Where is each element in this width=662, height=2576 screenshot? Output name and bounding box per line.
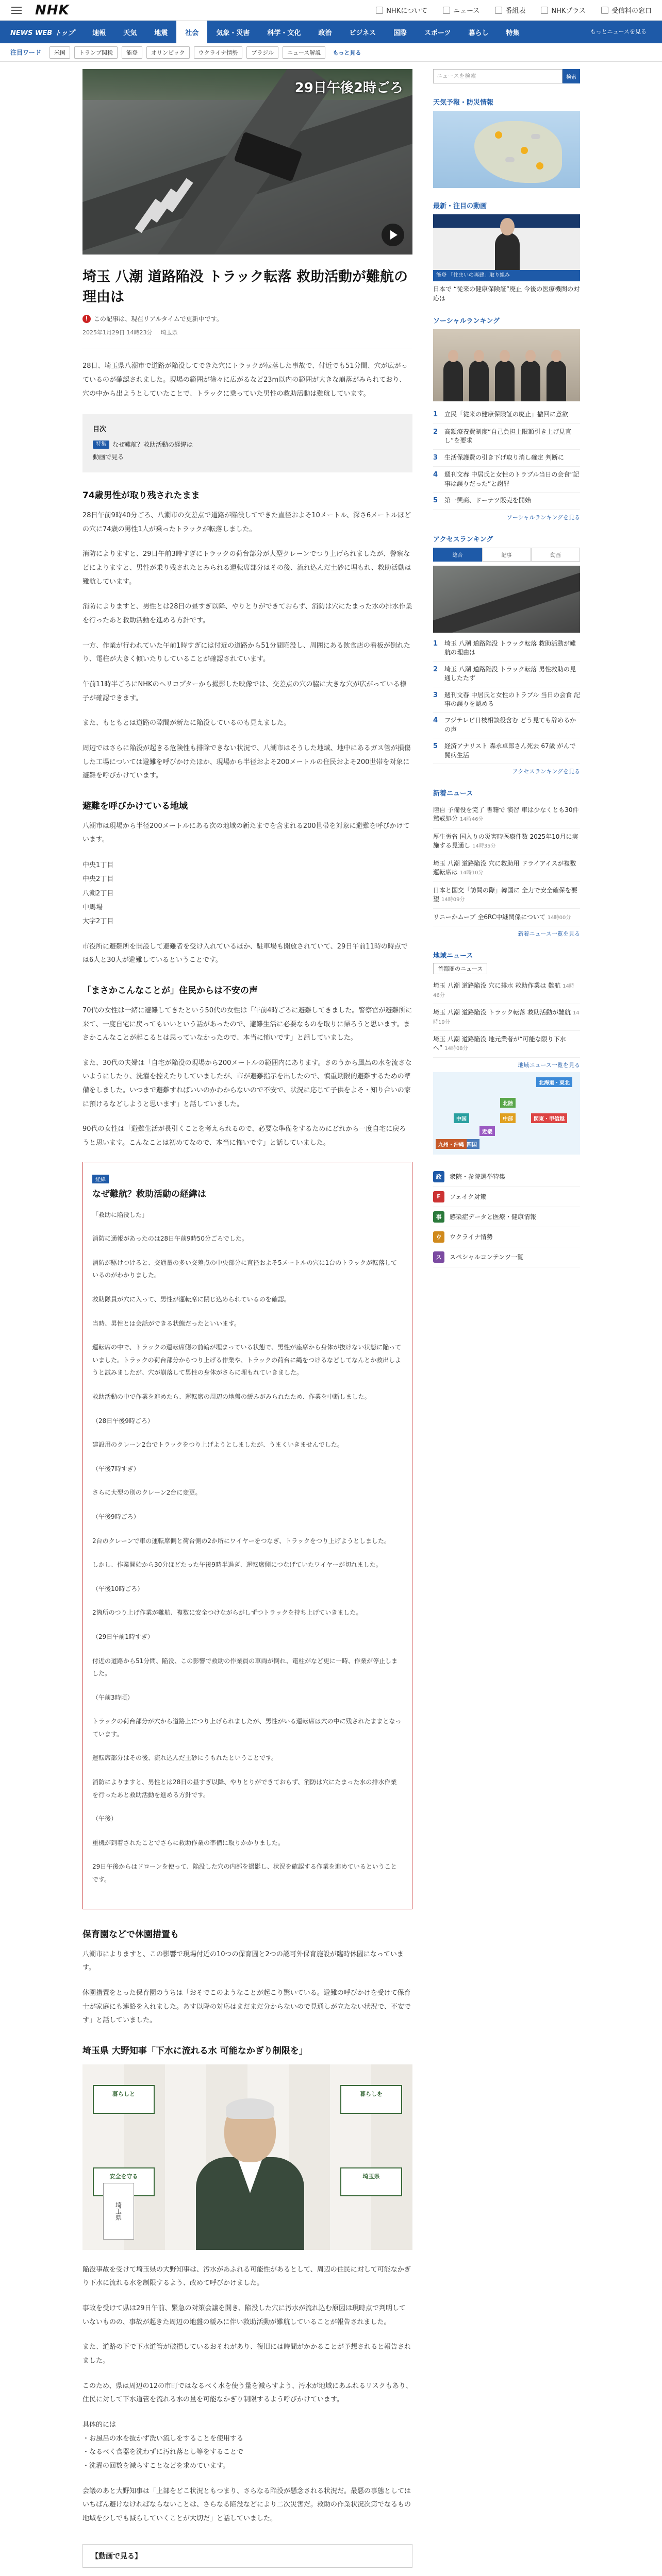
list-item[interactable] <box>433 1004 580 1031</box>
backdrop-sign: 安全を守る <box>93 2167 155 2196</box>
timeline-paragraph: 29日午後からはドローンを使って、陥没した穴の内部を撮影し、状況を確認する作業を進めているということです。 <box>92 1863 397 1884</box>
toc-item[interactable] <box>93 451 402 463</box>
timeline-paragraph: 運転席部分はその後、流れ込んだ土砂にうもれたということです。 <box>92 1754 278 1762</box>
new-news-block <box>433 788 580 938</box>
map-region[interactable]: 四国 <box>464 1139 479 1149</box>
japan-landmass <box>474 121 562 183</box>
news-text: リニーかムーブ 全6RC中継関係について <box>433 913 545 921</box>
region-select-row <box>433 963 580 974</box>
timeline-paragraph: （午後9時ごろ） <box>92 1513 140 1520</box>
timeline-paragraph: しかし、作業開始から30分ほどたった午後9時半過ぎ、運転席側につなげていたワイヤーが切れました。 <box>92 1561 382 1569</box>
map-region[interactable]: 関東・甲信越 <box>531 1113 567 1123</box>
backdrop-sign: 埼玉県 <box>340 2167 402 2196</box>
video-section <box>82 2544 412 2576</box>
area-item: 大字2丁目 <box>82 918 114 926</box>
sun-icon <box>495 131 502 139</box>
person-shape <box>521 360 540 401</box>
top-links <box>376 5 652 15</box>
tab-videos[interactable]: 動画 <box>531 548 580 562</box>
rank-text: 埼玉 八潮 道路陥没 トラック転落 救助活動が難航の理由は <box>444 640 576 656</box>
timeline-paragraph: さらに大型の別のクレーン2台に変更。 <box>92 1489 202 1497</box>
plus-icon <box>541 7 548 14</box>
name-plate: 埼玉県 <box>103 2183 134 2240</box>
nav-item[interactable]: 政治 <box>318 29 332 37</box>
latest-title[interactable]: 最新・注目の動画 <box>433 202 487 210</box>
list-item[interactable] <box>433 493 580 510</box>
link-item[interactable] <box>433 1207 580 1227</box>
area-item: 中馬場 <box>82 903 103 911</box>
rank-text: 経済アナリスト 森永卓郎さん死去 67歳 がんで闘病生活 <box>444 742 576 759</box>
nav-item[interactable]: 気象・災害 <box>216 29 250 37</box>
paragraph: 八潮市によりますと、この影響で現場付近の10つの保育園と2つの認可外保育施設が臨時休園になっています。 <box>82 1950 404 1972</box>
news-text: 埼玉 八潮 道路陥没 穴に救助用 ドライアイスが複数 運転席は <box>433 859 576 876</box>
timeline-paragraph: （午前3時頃） <box>92 1693 134 1701</box>
person-shape <box>443 360 463 401</box>
link-label: フェイク対策 <box>450 1193 487 1201</box>
rank-number: 5 <box>433 742 438 751</box>
special-links <box>433 1167 580 1267</box>
list-item[interactable] <box>433 636 580 662</box>
news-ticker: 能登 「住まいの再建」取り組み <box>433 270 580 281</box>
region-title[interactable]: 地域ニュース <box>433 952 473 960</box>
access-more-link[interactable]: アクセスランキングを見る <box>512 768 580 775</box>
map-region[interactable]: 近畿 <box>479 1126 495 1136</box>
rank-number: 4 <box>433 717 438 725</box>
timeline-title: なぜ難航？救助活動の経緯は <box>92 1189 206 1199</box>
rank-number: 2 <box>433 428 438 436</box>
program-icon <box>495 7 502 14</box>
access-tabs <box>433 548 580 562</box>
section-title: 埼玉県 大野知事「下水に流れる水 可能なかぎり制限を」 <box>82 2045 308 2056</box>
nav-item[interactable]: 科学・文化 <box>267 29 301 37</box>
rank-number: 1 <box>433 640 438 648</box>
list-item[interactable] <box>433 882 580 909</box>
tab-articles[interactable]: 記事 <box>482 548 531 562</box>
list-item[interactable] <box>433 1031 580 1058</box>
governor-figure <box>196 2100 304 2250</box>
link-label: スペシャルコンテンツ一覧 <box>450 1253 524 1261</box>
link-label: 衆院・参院選挙特集 <box>450 1173 506 1181</box>
link-label: ウクライナ情勢 <box>450 1233 493 1241</box>
list-item[interactable] <box>433 467 580 493</box>
sun-icon <box>521 147 528 154</box>
rank-text: 週刊文春 中居氏と女性のトラブル当日の会食“記事は誤りだった”と謝罪 <box>444 471 580 487</box>
map-region[interactable]: 中国 <box>454 1113 469 1123</box>
paragraph: また、もともとは道路の隙間が新たに陥没しているのも見えました。 <box>82 719 291 727</box>
timeline-paragraph: トラックの荷台部分が穴から道路上につり上げられましたが、男性がいる運転席は穴の中に残されたままとなっています。 <box>92 1718 402 1738</box>
subnav-chip[interactable]: ウクライナ情勢 <box>194 46 243 59</box>
news-text: 陸自 予備役を完了 書籍で 演習 車は少なくとも30件 懲戒処分 <box>433 806 579 823</box>
access-thumb[interactable] <box>433 566 580 633</box>
area-item: 八潮2丁目 <box>82 889 114 897</box>
hero-caption: 29日午後2時ごろ <box>294 80 403 96</box>
backdrop-sign: 暮らしを <box>340 2085 402 2114</box>
paragraph: また、30代の夫婦は「自宅が陥没の現場から200メートルの範囲内にあります。さのうから風呂の水を流さないようにしたり、洗濯を控えたりしていましたが、市が避難指示を出したので、慎重期限的避難するための準備をしました。いつまで避難すればいいのかわからないので不安で、状況に応じて子供をよそ・知り合いの家に預けるなどしようと思います」と話していました。 <box>82 1059 412 1108</box>
cloud-icon <box>531 134 540 139</box>
social-title[interactable]: ソーシャルランキング <box>433 317 500 325</box>
rank-text: 埼玉 八潮 道路陥没 トラック転落 男性救助の見通したたず <box>444 665 576 682</box>
area-list <box>82 858 412 928</box>
paragraph: 市役所に避難所を開設して避難者を受け入れているほか、駐車場も開放されていて、29日午前11時の時点では6人と30人が避難しているということです。 <box>82 942 408 964</box>
election-icon: 政 <box>433 1171 444 1182</box>
timeline-body <box>92 1209 403 1886</box>
timeline-paragraph: 当時、男性とは会話ができる状態だったといいます。 <box>92 1319 241 1327</box>
toc-badge: 特集 <box>93 440 109 449</box>
timeline-paragraph: 運転席の中で、トラックの運転席側の前輪が埋まっている状態で、男性が座席から身体が抜けない状態に陥っていました。トラックの荷台部分からつり上げる作業や、トラックの荷台に縄をつけるなどしてなんとか救出しようと試みましたが、穴が崩落して男性の身体がさらに埋もれていきました。 <box>92 1344 402 1377</box>
top-link-news[interactable] <box>443 5 479 15</box>
article-date: 2025年1月29日 14時23分 <box>82 329 153 336</box>
nav-item[interactable]: ビジネス <box>349 29 376 37</box>
live-note <box>82 314 412 323</box>
top-link-about[interactable] <box>376 5 427 15</box>
top-link-label: ニュース <box>453 7 480 15</box>
rank-number: 3 <box>433 691 438 699</box>
live-note-text: この記事は、現在リアルタイムで更新中です。 <box>94 315 223 323</box>
news-time: 14時35分 <box>472 843 496 850</box>
link-item[interactable] <box>433 1227 580 1247</box>
tab-all[interactable]: 総合 <box>433 548 482 562</box>
backdrop-sign: 暮らしと <box>93 2085 155 2114</box>
section-title: 保育園などで休園措置も <box>82 1929 179 1940</box>
timeline-paragraph: 消防によりますと、男性とは28日の昼すぎ以降、やりとりができておらず、消防は穴にたまった水の排水作業を行ったあと救助活動を進める方針です。 <box>92 1778 397 1799</box>
nav-item[interactable]: 天気 <box>123 29 137 37</box>
intro-paragraph: 28日、埼玉県八潮市で道路が陥没してできた穴にトラックが転落した事故で、付近でも51分間、穴が広がっているのが確認されました。現場の範囲が徐々に広がるなど23m以内の範囲が大きな崩落がみられており、穴の中から出ようとしていたことで、トラックに乗っていた男性の救助活動は難航しています。 <box>82 362 408 398</box>
social-more-link[interactable]: ソーシャルランキングを見る <box>506 514 580 521</box>
subnav-chip[interactable]: トランプ関税 <box>74 46 118 59</box>
timeline-paragraph: （午後7時すぎ） <box>92 1465 140 1472</box>
region-news-block <box>433 950 580 1155</box>
top-link-program[interactable] <box>495 5 525 15</box>
person-shape <box>547 360 566 401</box>
timeline-paragraph: （28日午後9時ごろ） <box>92 1417 154 1425</box>
weather-title[interactable]: 天気予報・防災情報 <box>433 99 494 107</box>
paragraph: 午前11時半ごろにNHKのヘリコプターから撮影した映像では、交差点の穴の脇に大きな穴が広がっている様子が確認できます。 <box>82 680 407 702</box>
news-time: 14時00分 <box>547 914 571 921</box>
map-region[interactable]: 九州・沖縄 <box>436 1139 467 1149</box>
link-label: 感染症データと医療・健康情報 <box>450 1213 537 1221</box>
subnav-chip[interactable]: 米国 <box>49 46 70 59</box>
article-title: 埼玉 八潮 道路陥没 トラック転落 救助活動が難航の理由は <box>82 269 408 306</box>
video-heading: 【動画で見る】 <box>82 2544 412 2568</box>
logo[interactable]: NHK <box>35 2 70 18</box>
timeline-paragraph: 重機が到着されたことでさらに救助作業の準備に取りかかりました。 <box>92 1839 285 1846</box>
paragraph: 28日午前9時40分ごろ、八潮市の交差点で道路が陥没してできた直径およそ10メートル、深さ6メートルほどの穴に74歳の男性1人が乗ったトラックが転落しました。 <box>82 512 411 533</box>
timeline-badge: 経緯 <box>92 1175 109 1183</box>
paragraph: 八潮市は現場から半径200メートルにある次の地域の新たまでを含まれる200世帯を対象に避難を呼びかけています。 <box>82 822 410 844</box>
top-link-label: 番組表 <box>505 7 526 15</box>
timeline-paragraph: 救助活動の中で作業を進めたら、運転席の周辺の地盤の緩みがみられたため、作業を中断しました。 <box>92 1393 371 1400</box>
rank-text: フジテレビ日枝相談役含む どう見ても辞めるかの声 <box>444 717 576 733</box>
nav-item[interactable]: 暮らし <box>468 29 489 37</box>
search-input[interactable]: ニュースを検索 <box>433 69 562 83</box>
access-list <box>433 636 580 764</box>
timeline-paragraph: 2台のクレーンで車の運転席側と荷台側の2か所にワイヤーをつなぎ、トラックをつり上げようとしました。 <box>92 1537 390 1545</box>
timeline-paragraph: 消防に通報があったのは28日午前9時50分ごろでした。 <box>92 1235 248 1243</box>
article-category[interactable]: 埼玉県 <box>160 329 178 336</box>
top-link-fee[interactable] <box>601 5 652 15</box>
governor-hair <box>226 2098 274 2119</box>
section-title: 「まさかこんなことが」住民からは不安の声 <box>82 985 258 996</box>
news-text: 埼玉 八潮 道路陥没 トラック転落 救助活動が難航 <box>433 1009 571 1016</box>
paragraph: 事故を受けて県は29日午前、緊急の対策会議を開き、陥没した穴に汚水が流れ込む原因は現時点で判明していないものの、事故が起きた周辺の地盤の緩みに伴い救助活動が難航していることが報告されました。 <box>82 2304 406 2326</box>
news-time: 14時10分 <box>460 870 484 876</box>
nav-item-active[interactable]: 社会 <box>176 21 207 43</box>
list-item[interactable] <box>433 977 580 1004</box>
news-time: 14時19分 <box>433 1010 580 1025</box>
section-title: 避難を呼びかけている地域 <box>82 801 188 811</box>
link-item[interactable] <box>433 1247 580 1267</box>
subnav-label: 注目ワード <box>10 49 42 56</box>
region-select[interactable]: 首都圏のニュース <box>433 963 487 974</box>
toc-item[interactable] <box>93 438 402 451</box>
region-map <box>433 1072 580 1155</box>
section-title: 74歳男性が取り残されたまま <box>82 490 200 501</box>
map-region[interactable]: 北陸 <box>500 1098 516 1108</box>
toc-item-label: 動画で見る <box>93 453 124 461</box>
area-item: 中央1丁目 <box>82 861 114 870</box>
list-item[interactable] <box>433 450 580 467</box>
link-item[interactable] <box>433 1167 580 1187</box>
article-meta <box>82 328 412 348</box>
fee-icon <box>601 7 608 14</box>
top-link-label: NHKについて <box>386 7 427 15</box>
menu-icon[interactable] <box>10 4 23 16</box>
paragraph: 一方、作業が行われていた午前1時すぎには付近の道路から51分間陥没し、周囲にある飲食店の看板が倒れたり、電柱が大きく傾いたりしていることが確認されています。 <box>82 641 410 664</box>
social-thumb[interactable] <box>433 329 580 401</box>
special-icon: ス <box>433 1251 444 1263</box>
health-icon: 事 <box>433 1211 444 1223</box>
timeline-paragraph: （29日午前1時すぎ） <box>92 1633 154 1640</box>
news-text: 日本と国交「訪問の際」韓国に 全力で安全確保を要望 <box>433 886 577 903</box>
nav-more[interactable]: もっとニュースを見る <box>590 28 647 35</box>
timeline-paragraph: （午後） <box>92 1815 118 1823</box>
timeline-box <box>82 1162 412 1909</box>
paragraph: 消防によりますと、29日午前3時すぎにトラックの荷台部分が大型クレーンでつり上げられましたが、警察などによりますと、男性が乗り残されたとみられる運転席部分はその後、流れ込んだ土砂に埋もれ、救助活動は難航しています。 <box>82 550 411 586</box>
rank-text: 週刊文春 中居氏と女性のトラブル 当日の会食 記事の誤りを認める <box>444 691 580 708</box>
list-item[interactable] <box>433 406 580 424</box>
rank-text: 生活保護費の引き下げ取り消し確定 判断に <box>444 453 564 461</box>
access-title[interactable]: アクセスランキング <box>433 536 493 544</box>
timeline-paragraph: 「救助に陥没した」 <box>92 1211 148 1218</box>
alert-icon: ! <box>82 315 91 323</box>
main-nav <box>0 21 662 43</box>
person-shape <box>495 360 515 401</box>
latest-caption[interactable]: 日本で “従来の健康保険証”廃止 今後の医療機関の対応は <box>433 285 580 302</box>
rank-text: 立民「従来の健康保険証の廃止」撤回に意欲 <box>444 411 569 418</box>
nav-item[interactable]: 特集 <box>506 29 520 37</box>
rank-number: 5 <box>433 497 438 505</box>
news-icon <box>443 7 450 14</box>
governor-photo <box>82 2064 412 2250</box>
weather-map[interactable] <box>433 111 580 188</box>
news-time: 14時08分 <box>444 1046 468 1052</box>
weather-block <box>433 97 580 188</box>
map-region[interactable]: 中部 <box>500 1113 516 1123</box>
list-item[interactable] <box>433 662 580 687</box>
latest-video-block <box>433 200 580 303</box>
list-item[interactable] <box>433 713 580 738</box>
timeline-paragraph: 消防が駆けつけると、交通量の多い交差点の中央部分に直径およそ5メートルの穴に1台のトラックが転落しているのがわかりました。 <box>92 1259 398 1279</box>
paragraph: このため、県は周辺の12の市町ではなるべく水を使う量を減らすよう、汚水が地域にあふれるリスクもあり、住民に対して下水道管を流れる水の量を可能なかぎり制限するよう呼びかけています。 <box>82 2382 412 2404</box>
top-link-label: 受信料の窓口 <box>611 7 652 15</box>
nav-brand[interactable]: NEWS WEB トップ <box>10 29 75 37</box>
paragraph: また、道路の下で下水道管が破損しているおそれがあり、復旧には時間がかかることが予想されると報告されました。 <box>82 2343 411 2365</box>
top-link-label: NHKプラス <box>551 7 586 15</box>
sun-icon <box>536 162 543 170</box>
paragraph: 90代の女性は「避難生活が長引くことを考えられるので、必要な準備をするためにどれから一度自宅に戻ろうと思います。こんなことは初めてなので、本当に怖いです」と話していました。 <box>82 1125 406 1147</box>
rank-number: 2 <box>433 665 438 673</box>
person-shape <box>469 360 489 401</box>
nav-item[interactable]: 地震 <box>154 29 168 37</box>
ukraine-icon: ウ <box>433 1231 444 1243</box>
list-item[interactable] <box>433 687 580 713</box>
social-list <box>433 406 580 510</box>
toc-item-label: なぜ難航？救助活動の経緯は <box>112 441 193 449</box>
top-bar <box>0 0 662 21</box>
nav-item[interactable]: 国際 <box>393 29 407 37</box>
region-head <box>433 950 580 960</box>
paragraph: 陥没事故を受けて埼玉県の大野知事は、汚水があふれる可能性があるとして、周辺の住民に対して可能なかぎり下水に流れる水を制限するよう、改めて呼びかけました。 <box>82 2265 411 2287</box>
rank-text: 第一興商、ドーナツ販売を開始 <box>444 497 531 504</box>
road-shape <box>433 571 580 633</box>
region-more-link[interactable]: 地域ニュース一覧を見る <box>518 1061 580 1069</box>
new-title[interactable]: 新着ニュース <box>433 790 473 798</box>
social-ranking-block <box>433 315 580 521</box>
subnav-chip[interactable]: 能登 <box>122 46 142 59</box>
rank-number: 3 <box>433 453 438 462</box>
list-item[interactable] <box>433 909 580 927</box>
news-text: 厚生労省 国入りの災害時医療件数 2025年10月に実施する見通し <box>433 833 578 850</box>
news-time: 14時46分 <box>433 984 574 998</box>
rank-number: 1 <box>433 411 438 418</box>
paragraph: 周辺ではさらに陥没が起きる危険性も排除できない状況で、八潮市はそうした地域、地中にあるガス管が損傷した工場については避難を呼びかけたほか、現場から半径およそ200メートルの住民およそ200世帯を対象に避難を呼びかけています。 <box>82 744 411 780</box>
nav-item[interactable]: 速報 <box>92 29 106 37</box>
map-region[interactable]: 北海道・東北 <box>536 1077 572 1087</box>
search-box <box>433 69 580 83</box>
news-time: 14時46分 <box>460 817 484 823</box>
new-list <box>433 802 580 926</box>
timeline-paragraph: （午後10時ごろ） <box>92 1585 144 1592</box>
table-of-contents <box>82 414 412 472</box>
paragraph: 70代の女性は一緒に避難してきたという50代の女性は「午前4時ごろに避難してきました。警察官が避難所に来て、一度自宅に戻ってもいいという話があったので、避難生活に必要なものを取りに帰ろうと思います。まさかこんなことが起こるとは思っていなかったので、本当に怖いです」と話していました。 <box>82 1006 412 1042</box>
list-item[interactable] <box>433 738 580 764</box>
news-text: 埼玉 八潮 道路陥没 穴に排水 救助作業は 難航 <box>433 982 561 990</box>
timeline-paragraph: 建設用のクレーン2台でトラックをつり上げようとしましたが、うまくいきませんでした。 <box>92 1441 343 1449</box>
timeline-paragraph: 救助隊員が穴に入って、男性が運転席に閉じ込められているのを確認。 <box>92 1296 290 1303</box>
list-item[interactable] <box>433 855 580 882</box>
paragraph: 消防によりますと、男性とは28日の昼すぎ以降、やりとりができておらず、消防は穴にたまった水の排水作業を行ったあと救助活動を進める方針です。 <box>82 603 412 625</box>
rank-number: 4 <box>433 471 438 479</box>
timeline-paragraph: 2箇所のつり上げ作業が難航、複数に安全つけながらがしずつトラックを持ち上げていきました。 <box>92 1609 362 1617</box>
hero-video[interactable] <box>82 69 412 255</box>
fake-icon: F <box>433 1191 444 1202</box>
subnav-chip[interactable]: ニュース解説 <box>283 46 325 59</box>
paragraph: 具体的には ・お風呂の水を抜かず洗い流しをすることを使用する ・なるべく食器を洗わずに汚れ落とし等をすることで ・洗濯の回数を減らすことなどを求めています。 <box>82 2420 244 2470</box>
cloud-icon <box>505 157 515 162</box>
news-text: 埼玉 八潮 道路陥没 地元業者が“可能な限り下水へ” <box>433 1036 566 1052</box>
subnav-more[interactable]: もっと見る <box>333 49 361 56</box>
rank-text: 高額療養費制度“自己負担上限額引き上げ見直し”を要求 <box>444 428 572 445</box>
top-link-plus[interactable] <box>541 5 586 15</box>
toc-heading: 目次 <box>93 426 107 434</box>
access-ranking-block <box>433 534 580 775</box>
latest-video-thumb[interactable] <box>433 214 580 281</box>
nav-item[interactable]: スポーツ <box>424 29 451 37</box>
region-list <box>433 977 580 1058</box>
subnav-chip[interactable]: ブラジル <box>246 46 278 59</box>
list-item[interactable] <box>433 424 580 450</box>
area-item: 中央2丁目 <box>82 875 114 884</box>
news-time: 14時09分 <box>441 897 465 903</box>
link-item[interactable] <box>433 1187 580 1207</box>
sidebar <box>433 62 580 2576</box>
timeline-paragraph: 付近の道路から51分間、陥没、この影響で救助の作業員の車両が倒れ、電柱がなど更に一時、作業が停止しました。 <box>92 1657 398 1677</box>
list-item[interactable] <box>433 828 580 855</box>
nhk-icon <box>376 7 383 14</box>
subnav-chip[interactable]: オリンピック <box>146 46 190 59</box>
list-item[interactable] <box>433 802 580 828</box>
paragraph: 休園措置をとった保育園のうちは「おそでこのようなことが起こり驚いている。避難の呼びかけを受けて保育士が家庭にも連絡を入れました。あす以降の対応はまだまだ分からないので見通しが立たない状況で、不安です」と話していました。 <box>82 1989 411 2025</box>
play-icon[interactable] <box>382 224 404 246</box>
article-main <box>82 62 412 2576</box>
search-button[interactable]: 検索 <box>562 69 580 83</box>
paragraph: 会議のあと大野知事は「上部をどこ状況ともつまり、さらなる陥没が懸念される状況だ。最悪の事態としてはいちばん避けなければならないことは、さらなる陥没などにより二次災害だ。救助の作業状況次第でなるもの地域を少しでも減らしていくことが大切だ」と話していました。 <box>82 2487 411 2522</box>
new-more-link[interactable]: 新着ニュース一覧を見る <box>518 930 580 938</box>
sub-nav <box>0 43 662 62</box>
